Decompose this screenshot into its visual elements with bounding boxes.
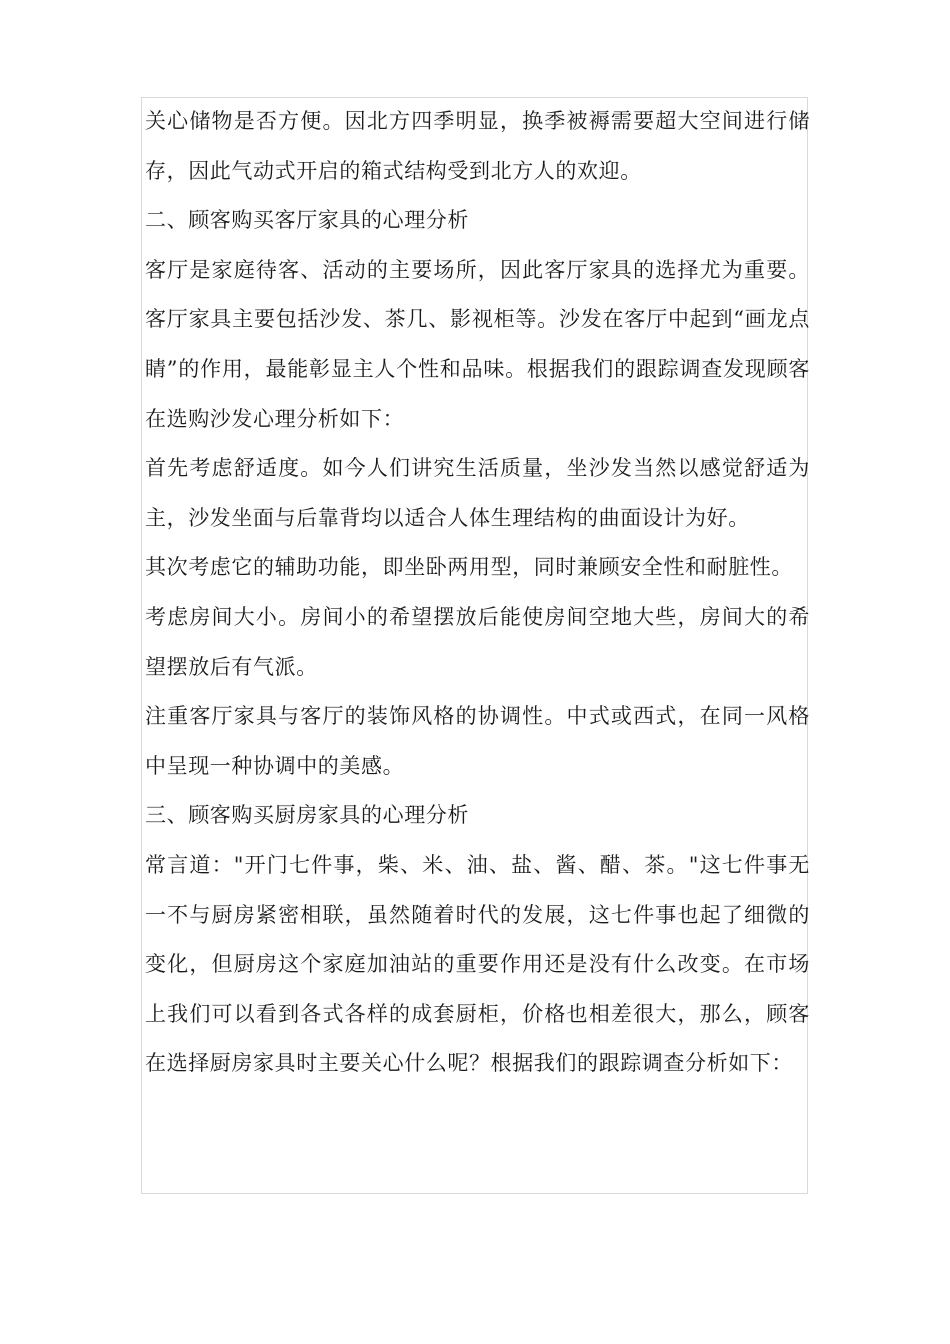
paragraph-living-room-intro: 客厅是家庭待客、活动的主要场所，因此客厅家具的选择尤为重要。客厅家具主要包括沙发、茶几、影视柜等。沙发在客厅中起到“画龙点睛”的作用，最能彰显主人个性和品味。根据我们的跟踪调查发现顾客在选购沙发心理分析如下： bbox=[145, 257, 810, 431]
paragraph-kitchen-intro: 常言道："开门七件事，柴、米、油、盐、酱、醋、茶。"这七件事无一不与厨房紧密相联，虽然随着时代的发展，这七件事也起了细微的变化，但厨房这个家庭加油站的重要作用还是没有什么改变。在市场上我们可以看到各式各样的成套厨柜，价格也相差很大，那么，顾客在选择厨房家具时主要关心什么呢？根据我们的跟踪调查分析如下： bbox=[145, 852, 810, 1076]
paragraph-auxiliary-function: 其次考虑它的辅助功能，即坐卧两用型，同时兼顾安全性和耐脏性。 bbox=[145, 555, 793, 580]
paragraph-room-size: 考虑房间大小。房间小的希望摆放后能使房间空地大些，房间大的希望摆放后有气派。 bbox=[145, 604, 810, 679]
section-heading-living-room: 二、顾客购买客厅家具的心理分析 bbox=[145, 208, 469, 233]
section-heading-kitchen: 三、顾客购买厨房家具的心理分析 bbox=[145, 803, 469, 828]
document-body bbox=[145, 97, 810, 1089]
paragraph-style-harmony: 注重客厅家具与客厅的装饰风格的协调性。中式或西式，在同一风格中呈现一种协调中的美感。 bbox=[145, 704, 810, 778]
paragraph-storage-intro: 关心储物是否方便。因北方四季明显，换季被褥需要超大空间进行储存，因此气动式开启的箱式结构受到北方人的欢迎。 bbox=[145, 109, 810, 183]
paragraph-comfort: 首先考虑舒适度。如今人们讲究生活质量，坐沙发当然以感觉舒适为主，沙发坐面与后靠背均以适合人体生理结构的曲面设计为好。 bbox=[145, 456, 810, 530]
